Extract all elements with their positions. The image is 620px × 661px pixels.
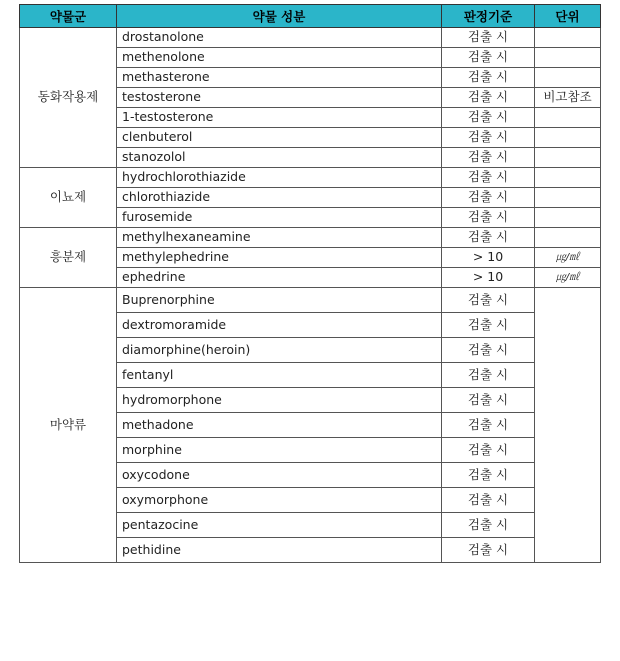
header-ingredient: 약물 성분	[117, 5, 442, 28]
ingredient-cell: pethidine	[117, 538, 442, 563]
unit-cell	[535, 228, 601, 248]
ingredient-cell: 1-testosterone	[117, 108, 442, 128]
ingredient-cell: methasterone	[117, 68, 442, 88]
criterion-cell: > 10	[442, 248, 535, 268]
unit-cell	[535, 108, 601, 128]
criterion-cell: 검출 시	[442, 338, 535, 363]
ingredient-cell: oxymorphone	[117, 488, 442, 513]
criterion-cell: > 10	[442, 268, 535, 288]
criterion-cell: 검출 시	[442, 208, 535, 228]
criterion-cell: 검출 시	[442, 68, 535, 88]
header-unit: 단위	[535, 5, 601, 28]
table-row	[20, 168, 601, 188]
header-criterion: 판정기준	[442, 5, 535, 28]
ingredient-cell: pentazocine	[117, 513, 442, 538]
criterion-cell: 검출 시	[442, 413, 535, 438]
unit-cell	[535, 168, 601, 188]
criterion-cell: 검출 시	[442, 388, 535, 413]
ingredient-cell: drostanolone	[117, 28, 442, 48]
ingredient-cell: fentanyl	[117, 363, 442, 388]
group-cell-diuretic: 이뇨제	[20, 168, 117, 228]
criterion-cell: 검출 시	[442, 108, 535, 128]
unit-cell	[535, 288, 601, 563]
ingredient-cell: hydrochlorothiazide	[117, 168, 442, 188]
unit-cell: 비고참조	[535, 88, 601, 108]
criterion-cell: 검출 시	[442, 88, 535, 108]
header-group: 약물군	[20, 5, 117, 28]
ingredient-cell: Buprenorphine	[117, 288, 442, 313]
ingredient-cell: dextromoramide	[117, 313, 442, 338]
criterion-cell: 검출 시	[442, 513, 535, 538]
ingredient-cell: diamorphine(heroin)	[117, 338, 442, 363]
criterion-cell: 검출 시	[442, 228, 535, 248]
ingredient-cell: methenolone	[117, 48, 442, 68]
ingredient-cell: methylhexaneamine	[117, 228, 442, 248]
criterion-cell: 검출 시	[442, 168, 535, 188]
ingredient-cell: ephedrine	[117, 268, 442, 288]
unit-cell: ㎍/㎖	[535, 248, 601, 268]
header-row	[20, 5, 601, 28]
criterion-cell: 검출 시	[442, 488, 535, 513]
unit-cell	[535, 68, 601, 88]
unit-cell	[535, 148, 601, 168]
criterion-cell: 검출 시	[442, 148, 535, 168]
drug-criteria-table	[19, 4, 601, 563]
table-row	[20, 288, 601, 313]
ingredient-cell: clenbuterol	[117, 128, 442, 148]
group-cell-anabolic: 동화작용제	[20, 28, 117, 168]
table-row	[20, 28, 601, 48]
criterion-cell: 검출 시	[442, 438, 535, 463]
ingredient-cell: hydromorphone	[117, 388, 442, 413]
ingredient-cell: methylephedrine	[117, 248, 442, 268]
ingredient-cell: chlorothiazide	[117, 188, 442, 208]
criterion-cell: 검출 시	[442, 28, 535, 48]
criterion-cell: 검출 시	[442, 48, 535, 68]
ingredient-cell: methadone	[117, 413, 442, 438]
criterion-cell: 검출 시	[442, 188, 535, 208]
unit-cell	[535, 208, 601, 228]
criterion-cell: 검출 시	[442, 288, 535, 313]
unit-cell: ㎍/㎖	[535, 268, 601, 288]
unit-cell	[535, 48, 601, 68]
criterion-cell: 검출 시	[442, 463, 535, 488]
ingredient-cell: stanozolol	[117, 148, 442, 168]
unit-cell	[535, 28, 601, 48]
table-row	[20, 228, 601, 248]
group-cell-stimulant: 흥분제	[20, 228, 117, 288]
criterion-cell: 검출 시	[442, 128, 535, 148]
unit-cell	[535, 128, 601, 148]
criterion-cell: 검출 시	[442, 538, 535, 563]
criterion-cell: 검출 시	[442, 363, 535, 388]
ingredient-cell: testosterone	[117, 88, 442, 108]
ingredient-cell: morphine	[117, 438, 442, 463]
ingredient-cell: furosemide	[117, 208, 442, 228]
ingredient-cell: oxycodone	[117, 463, 442, 488]
unit-cell	[535, 188, 601, 208]
criterion-cell: 검출 시	[442, 313, 535, 338]
group-cell-narcotics: 마약류	[20, 288, 117, 563]
